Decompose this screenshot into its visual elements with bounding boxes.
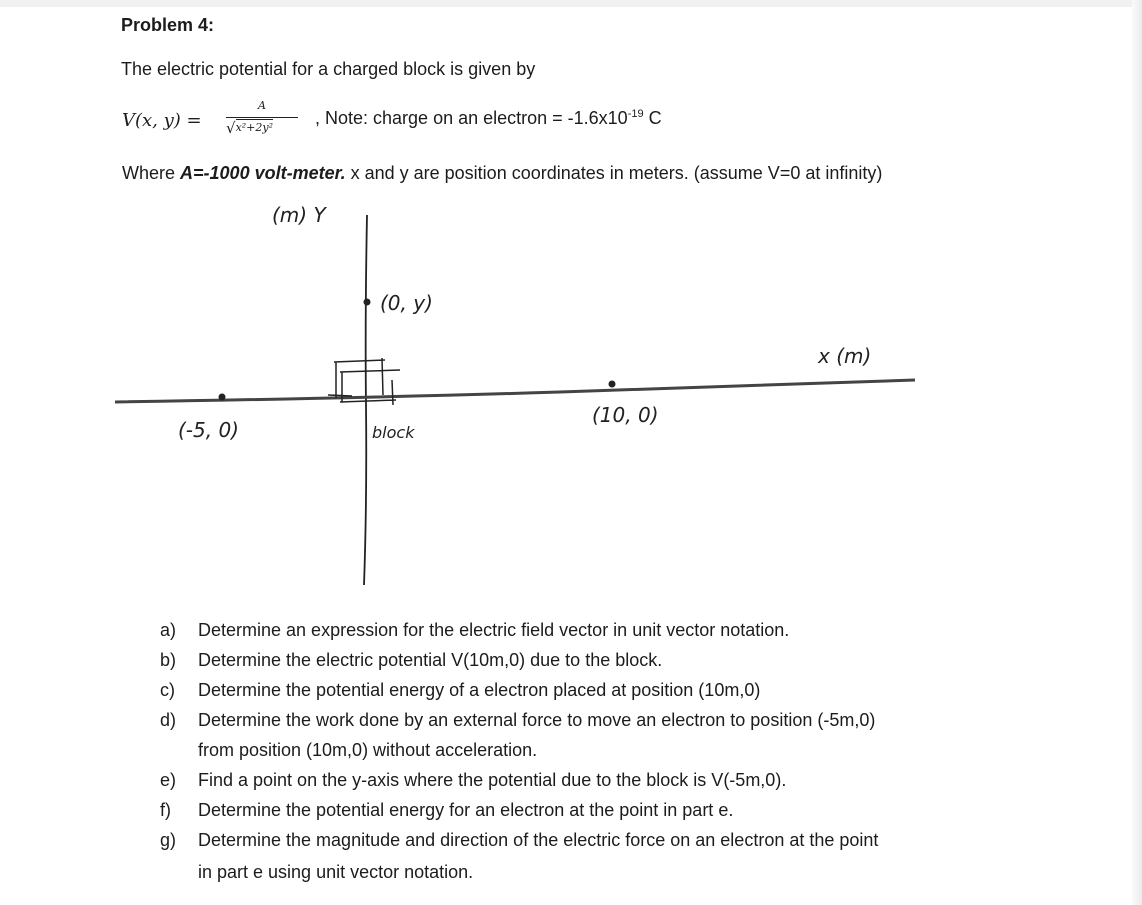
note-text: , Note: charge on an electron = -1.6x10 bbox=[315, 108, 628, 128]
question-text: Determine the potential energy for an electron at the point in part e. bbox=[198, 800, 734, 820]
question-text: Find a point on the y-axis where the potential due to the block is V(-5m,0). bbox=[198, 770, 787, 790]
equation-numerator: A bbox=[258, 99, 266, 112]
question-text: Determine the electric potential V(10m,0) due to the block. bbox=[198, 650, 663, 670]
point-left-label: (-5, 0) bbox=[178, 418, 239, 442]
question-letter: a) bbox=[160, 620, 177, 640]
question-letter: f) bbox=[160, 800, 171, 820]
question-text: Determine the work done by an external force to move an electron to position (-5m,0) bbox=[198, 710, 876, 730]
point-top-dot bbox=[364, 299, 371, 306]
question-text: Determine an expression for the electric field vector in unit vector notation. bbox=[198, 620, 790, 640]
constant-a: A=-1000 volt-meter. bbox=[180, 163, 346, 183]
question-text: Determine the potential energy of a electron placed at position (10m,0) bbox=[198, 680, 761, 700]
radical-sign: √ bbox=[226, 119, 236, 137]
point-right-dot bbox=[609, 381, 616, 388]
where-rest: x and y are position coordinates in meters. (assume V=0 at infinity) bbox=[345, 163, 883, 183]
point-top-label: (0, y) bbox=[380, 291, 433, 315]
question-letter: c) bbox=[160, 680, 175, 700]
question-letter: b) bbox=[160, 650, 177, 670]
question-letter: g) bbox=[160, 830, 177, 850]
radicand: x²+2y² bbox=[235, 121, 274, 134]
y-axis-line bbox=[364, 215, 367, 585]
question-text: in part e using unit vector notation. bbox=[198, 862, 474, 882]
block-label: block bbox=[372, 423, 415, 442]
x-axis-line bbox=[115, 380, 915, 402]
note-exponent: -19 bbox=[627, 108, 644, 120]
question-letter: d) bbox=[160, 710, 177, 730]
note-unit: C bbox=[643, 108, 662, 128]
problem-intro: The electric potential for a charged block is given by bbox=[121, 59, 536, 79]
point-right-label: (10, 0) bbox=[592, 403, 659, 427]
question-text: from position (10m,0) without acceleration. bbox=[198, 740, 538, 760]
question-letter: e) bbox=[160, 770, 177, 790]
problem-title: Problem 4: bbox=[121, 15, 215, 35]
equation-lhs: V(x, y) = bbox=[122, 110, 202, 131]
x-axis-label: x (m) bbox=[818, 344, 872, 368]
where-prefix: Where bbox=[122, 163, 181, 183]
y-axis-label: (m) Y bbox=[272, 203, 326, 227]
question-text: Determine the magnitude and direction of the electric force on an electron at the point bbox=[198, 830, 879, 850]
point-left-dot bbox=[219, 394, 226, 401]
